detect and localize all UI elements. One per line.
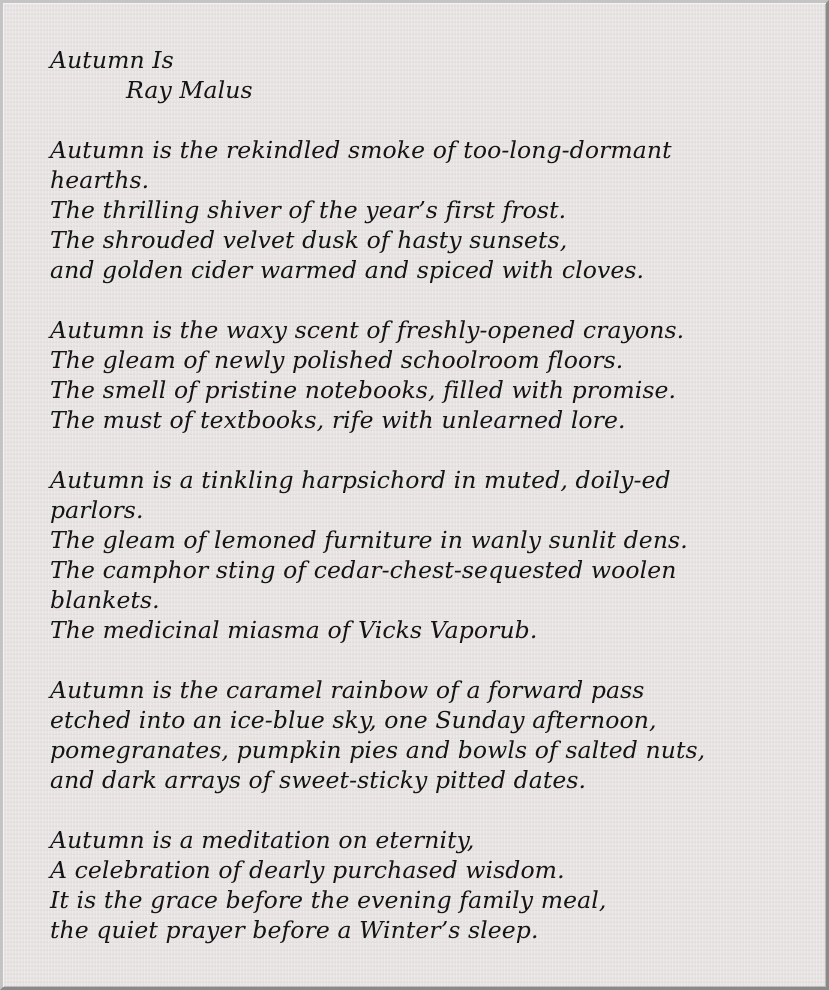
poem-line: Autumn is a meditation on eternity,	[50, 826, 475, 854]
poem-line: Autumn is a tinkling harpsichord in muted, doily-ed	[50, 466, 671, 494]
poem-line: The must of textbooks, rife with unlearned lore.	[50, 406, 626, 434]
poem-line: blankets.	[50, 586, 160, 614]
poem-line: and golden cider warmed and spiced with cloves.	[50, 256, 645, 284]
poem-line: The gleam of newly polished schoolroom floors.	[50, 346, 624, 374]
poem-line: etched into an ice-blue sky, one Sunday afternoon,	[50, 706, 657, 734]
stanza-gap	[50, 795, 810, 825]
poem-author: Ray Malus	[126, 76, 253, 104]
poem-line: The camphor sting of cedar-chest-sequested woolen	[50, 556, 677, 584]
poem-line: and dark arrays of sweet-sticky pitted dates.	[50, 766, 587, 794]
poem-line: It is the grace before the evening family meal,	[50, 886, 607, 914]
poem-line: Autumn is the rekindled smoke of too-long-dormant	[50, 136, 672, 164]
poem-line: hearths.	[50, 166, 150, 194]
stanza-gap	[50, 105, 810, 135]
poem-line: A celebration of dearly purchased wisdom.	[50, 856, 565, 884]
poem-line: parlors.	[50, 496, 144, 524]
poem-line: The medicinal miasma of Vicks Vaporub.	[50, 616, 538, 644]
poem-line: Autumn is the caramel rainbow of a forward pass	[50, 676, 645, 704]
poem-line: The gleam of lemoned furniture in wanly sunlit dens.	[50, 526, 688, 554]
poem-line: Autumn is the waxy scent of freshly-opened crayons.	[50, 316, 685, 344]
poem-line: pomegranates, pumpkin pies and bowls of salted nuts,	[50, 736, 706, 764]
poem-line: The thrilling shiver of the year’s first frost.	[50, 196, 567, 224]
poem-title: Autumn Is	[50, 46, 174, 74]
poem-line: The shrouded velvet dusk of hasty sunsets,	[50, 226, 568, 254]
poem	[50, 45, 810, 945]
poem-line: The smell of pristine notebooks, filled with promise.	[50, 376, 677, 404]
stanza-gap	[50, 645, 810, 675]
stanza-gap	[50, 285, 810, 315]
poem-line: the quiet prayer before a Winter’s sleep.	[50, 916, 539, 944]
stanza-gap	[50, 435, 810, 465]
